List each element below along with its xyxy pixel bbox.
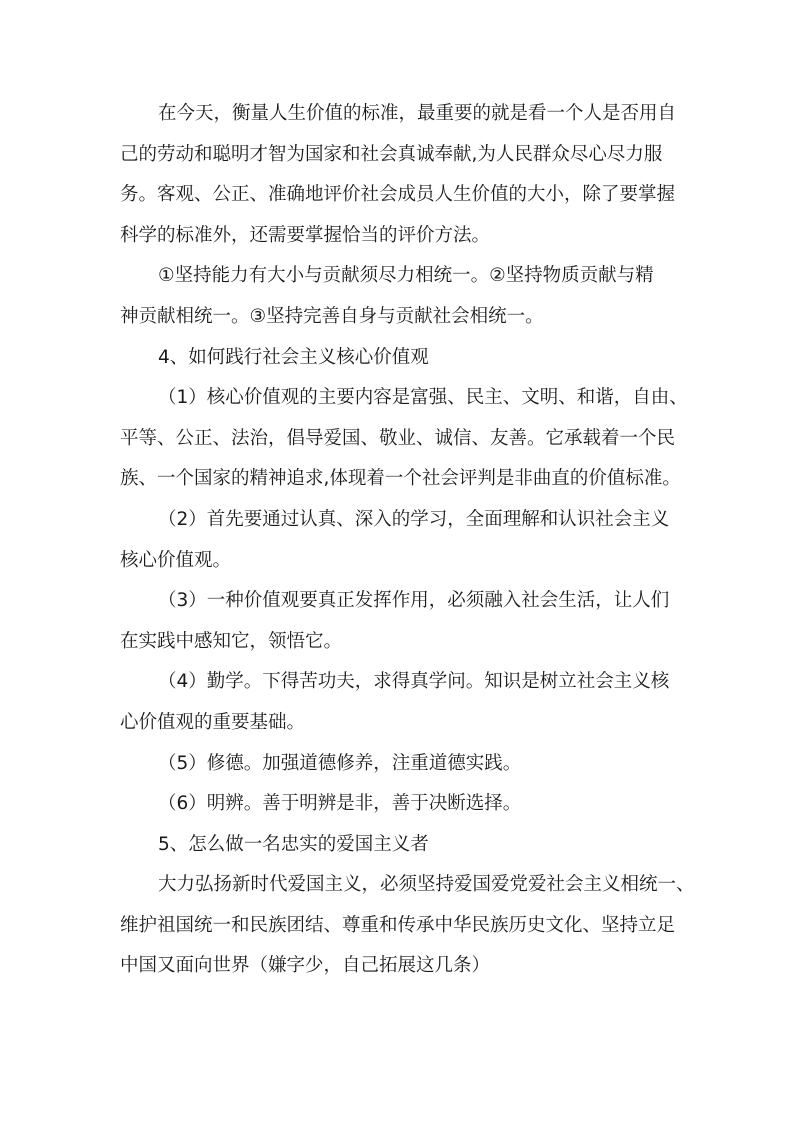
text-line: 务。客观、公正、准确地评价社会成员人生价值的大小，除了要掌握: [120, 184, 676, 206]
text-line: （4）勤学。下得苦功夫，求得真学问。知识是树立社会主义核: [158, 671, 670, 693]
text-line: （3）一种价值观要真正发挥作用，必须融入社会生活，让人们: [158, 590, 670, 612]
text-line: 核心价值观。: [120, 549, 232, 571]
text-line: 中国又面向世界（嫌字少，自己拓展这几条）: [120, 955, 491, 977]
text-line: 在实践中感知它，领悟它。: [120, 630, 343, 652]
section-heading: 4、如何践行社会主义核心价值观: [158, 346, 429, 368]
text-line: 在今天，衡量人生价值的标准，最重要的就是看一个人是否用自: [158, 103, 677, 124]
text-line: （6）明辨。善于明辨是非，善于决断选择。: [158, 793, 522, 815]
text-line: 平等、公正、法治，倡导爱国、敬业、诚信、友善。它承载着一个民: [120, 427, 676, 449]
text-line: （5）修德。加强道德修养，注重道德实践。: [158, 752, 522, 774]
text-line: 心价值观的重要基础。: [120, 711, 306, 733]
text-line: （2）首先要通过认真、深入的学习，全面理解和认识社会主义: [158, 508, 670, 530]
section-heading: 5、怎么做一名忠实的爱国主义者: [158, 833, 429, 855]
text-line: 神贡献相统一。③坚持完善自身与贡献社会相统一。: [120, 305, 544, 327]
text-line: 族、一个国家的精神追求,体现着一个社会评判是非曲直的价值标准。: [120, 468, 681, 490]
text-line: （1）核心价值观的主要内容是富强、民主、文明、和谐，自由、: [158, 387, 688, 409]
text-line: 大力弘扬新时代爱国主义，必须坚持爱国爱党爱社会主义相统一、: [158, 874, 695, 896]
document-body: [120, 94, 695, 987]
text-line: 维护祖国统一和民族团结、尊重和传承中华民族历史文化、坚持立足: [120, 914, 676, 936]
text-line: 己的劳动和聪明才智为国家和社会真诚奉献,为人民群众尽心尽力服: [120, 143, 663, 165]
text-line: ①坚持能力有大小与贡献须尽力相统一。②坚持物质贡献与精: [158, 265, 654, 287]
text-line: 科学的标准外，还需要掌握恰当的评价方法。: [120, 224, 491, 246]
